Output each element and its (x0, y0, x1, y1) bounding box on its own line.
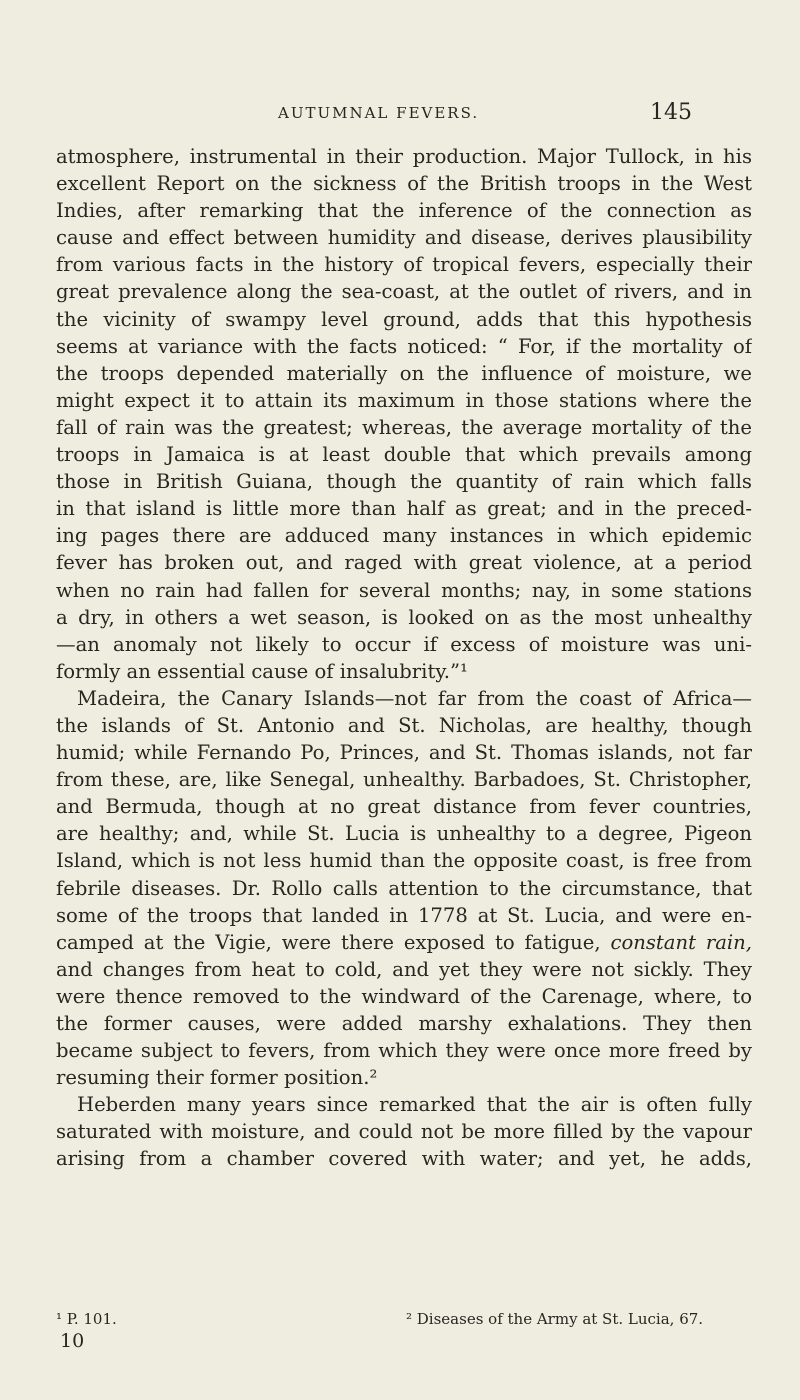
text-line: humid; while Fernando Po, Princes, and St. Thomas islands, not far (56, 741, 752, 765)
text-line: a dry, in others a wet season, is looked on as the most unhealthy (56, 605, 752, 629)
text-line: some of the troops that landed in 1778 at St. Lucia, and were en- (56, 903, 752, 927)
text-line: —an anomaly not likely to occur if excess of moisture was uni- (56, 632, 752, 656)
text-line: fever has broken out, and raged with great violence, at a period (56, 551, 752, 575)
text-line: ing pages there are adduced many instances in which epidemic (56, 524, 752, 548)
text-line: are healthy; and, while St. Lucia is unhealthy to a degree, Pigeon (56, 822, 752, 846)
text-line: when no rain had fallen for several months; nay, in some stations (56, 578, 752, 602)
text-line: the islands of St. Antonio and St. Nicholas, are healthy, though (56, 713, 752, 737)
page-number: 145 (650, 100, 692, 125)
page-header (0, 100, 800, 130)
text-line: excellent Report on the sickness of the British troops in the West (56, 172, 752, 196)
running-title: AUTUMNAL FEVERS. (278, 104, 480, 122)
text-line: Heberden many years since remarked that the air is often fully (77, 1093, 752, 1117)
italic-phrase: constant rain, (610, 930, 752, 954)
text-line: fall of rain was the greatest; whereas, the average mortality of the (56, 415, 752, 439)
text-line: formly an essential cause of insalubrity.”¹ (56, 659, 468, 683)
text-line: and Bermuda, though at no great distance from fever countries, (56, 795, 752, 819)
signature-mark: 10 (60, 1330, 85, 1352)
body-text (56, 143, 752, 1173)
text-line: Indies, after remarking that the inference of the connection as (56, 199, 752, 223)
text-line: in that island is little more than half as great; and in the preced- (56, 497, 752, 521)
text-line: Island, which is not less humid than the opposite coast, is free from (56, 849, 752, 873)
text-line: saturated with moisture, and could not be more filled by the vapour (56, 1120, 752, 1144)
text-line: from various facts in the history of tropical fevers, especially their (56, 253, 752, 277)
text-line: and changes from heat to cold, and yet they were not sickly. They (56, 957, 752, 981)
text-line: cause and effect between humidity and disease, derives plausibility (56, 226, 752, 250)
text-line: Madeira, the Canary Islands—not far from the coast of Africa— (77, 686, 752, 710)
text-line: atmosphere, instrumental in their production. Major Tullock, in his (56, 145, 752, 168)
footnote-1: ¹ P. 101. (56, 1310, 117, 1328)
text-line: became subject to fevers, from which they were once more freed by (56, 1039, 752, 1063)
footnotes (56, 1310, 752, 1334)
text-line: the vicinity of swampy level ground, adds that this hypothesis (56, 307, 752, 331)
text-line: troops in Jamaica is at least double that which prevails among (56, 443, 752, 467)
footnote-2: ² Diseases of the Army at St. Lucia, 67. (406, 1310, 704, 1328)
text-line: resuming their former position.² (56, 1066, 378, 1090)
text-line: were thence removed to the windward of the Carenage, where, to (56, 984, 752, 1008)
text-line (56, 929, 752, 956)
text-line: from these, are, like Senegal, unhealthy. Barbadoes, St. Christopher, (56, 768, 752, 792)
text-line: the troops depended materially on the influence of moisture, we (56, 361, 752, 385)
text-fragment: camped at the Vigie, were there exposed to fatigue, (56, 930, 601, 954)
text-line: the former causes, were added marshy exhalations. They then (56, 1012, 752, 1035)
text-line: might expect it to attain its maximum in those stations where the (56, 388, 752, 412)
text-line: arising from a chamber covered with water; and yet, he adds, (56, 1147, 752, 1171)
text-line: great prevalence along the sea-coast, at the outlet of rivers, and in (56, 280, 752, 304)
text-line: those in British Guiana, though the quantity of rain which falls (56, 470, 752, 494)
text-line: seems at variance with the facts noticed: “ For, if the mortality of (56, 334, 752, 358)
text-line: febrile diseases. Dr. Rollo calls attention to the circumstance, that (56, 876, 752, 900)
